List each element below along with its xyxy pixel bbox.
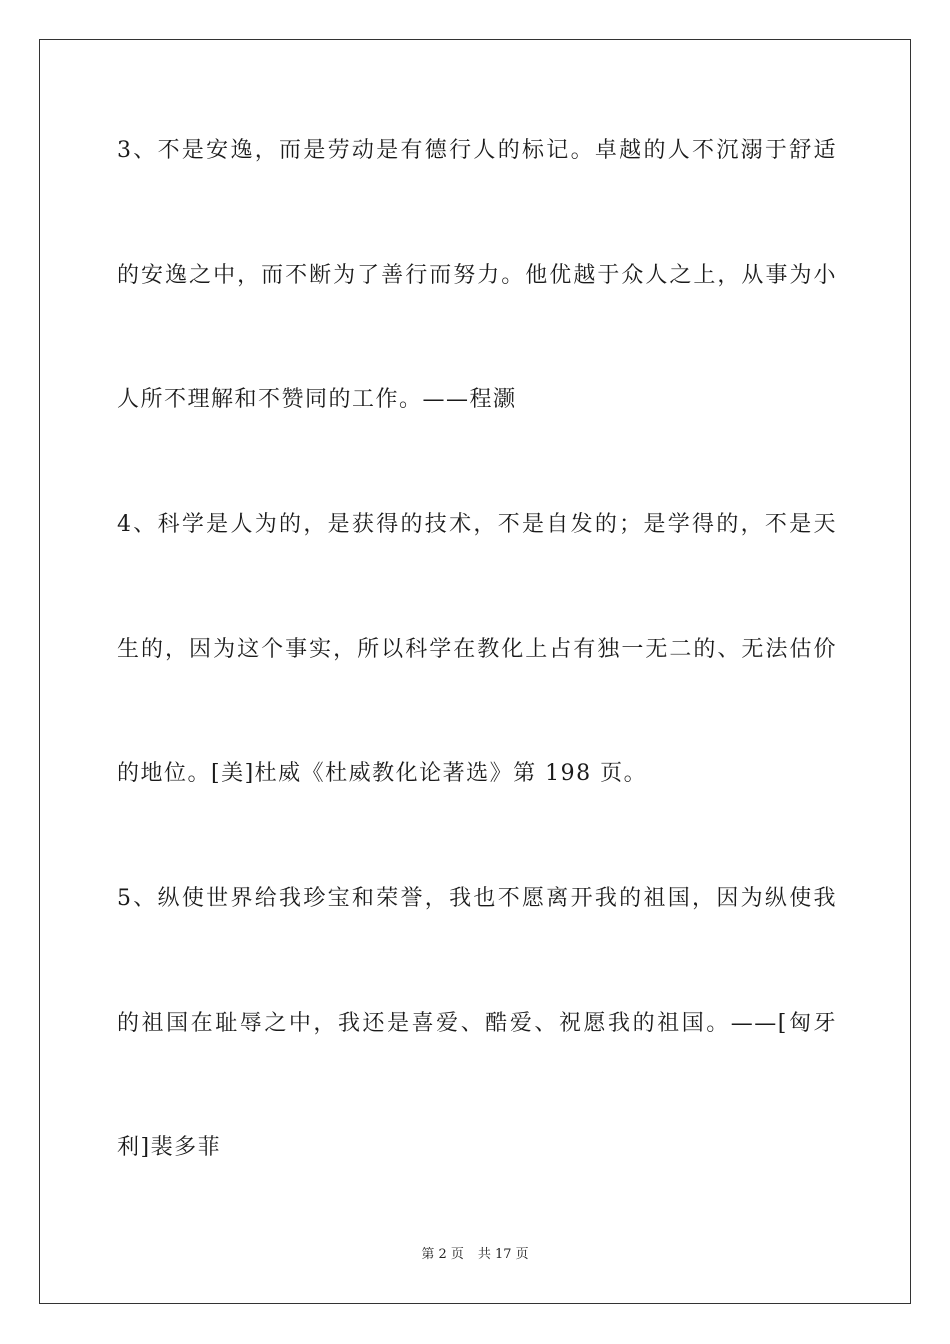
text-line-8: 的祖国在耻辱之中，我还是喜爱、酷爱、祝愿我的祖国。——[匈牙 <box>117 1011 837 1036</box>
text-line-7: 5、纵使世界给我珍宝和荣誉，我也不愿离开我的祖国，因为纵使我 <box>117 886 837 911</box>
text-line-5: 生的，因为这个事实，所以科学在教化上占有独一无二的、无法估价 <box>117 637 837 662</box>
text-line-1: 3、不是安逸，而是劳动是有德行人的标记。卓越的人不沉溺于舒适 <box>117 138 837 163</box>
page-number: 第 2 页 <box>421 1247 464 1262</box>
text-line-6: 的地位。[美]杜威《杜威教化论著选》第 198 页。 <box>117 761 648 786</box>
page-border <box>39 39 911 1304</box>
page-footer <box>0 1247 950 1263</box>
text-line-2: 的安逸之中，而不断为了善行而努力。他优越于众人之上，从事为小 <box>117 263 837 288</box>
text-line-3: 人所不理解和不赞同的工作。——程灏 <box>117 387 517 412</box>
text-line-4: 4、科学是人为的，是获得的技术，不是自发的；是学得的，不是天 <box>117 512 837 537</box>
text-line-9: 利]裴多菲 <box>117 1135 222 1160</box>
page-total: 共 17 页 <box>477 1247 529 1262</box>
